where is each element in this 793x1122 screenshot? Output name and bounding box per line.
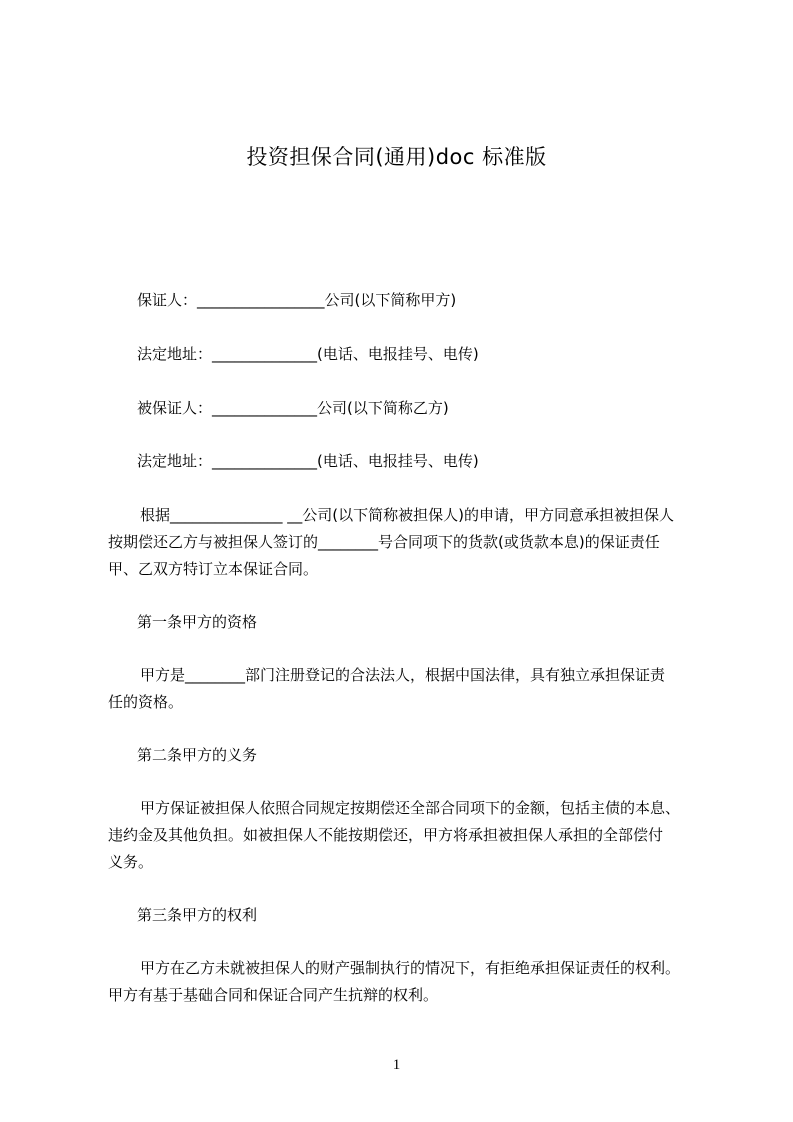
paragraph-basis-line-3: 甲、乙双方特订立本保证合同。: [108, 560, 319, 578]
guarantor-address-line: 法定地址：______________(电话、电报挂号、电传): [137, 345, 479, 363]
article-3-heading: 第三条甲方的权利: [137, 906, 258, 924]
guarantor-line: 保证人：_________________公司(以下简称甲方): [137, 291, 457, 309]
article-2-line-3: 义务。: [108, 853, 154, 871]
article-2-line-2: 违约金及其他负担。如被担保人不能按期偿还，甲方将承担被担保人承担的全部偿付: [108, 826, 664, 844]
article-2-line-1: 甲方保证被担保人依照合同规定按期偿还全部合同项下的金额，包括主债的本息、: [140, 799, 681, 817]
article-1-line-2: 任的资格。: [108, 693, 184, 711]
article-1-heading: 第一条甲方的资格: [137, 613, 258, 631]
page-number: 1: [392, 1057, 401, 1073]
article-1-line-1: 甲方是________部门注册登记的合法法人，根据中国法律，具有独立承担保证责: [140, 666, 666, 684]
paragraph-basis-line-2: 按期偿还乙方与被担保人签订的________号合同项下的货款(或货款本息)的保证责任: [108, 533, 660, 551]
document-title: 投资担保合同(通用)doc 标准版: [246, 145, 547, 169]
paragraph-basis-line-1: 根据_______________ __公司(以下简称被担保人)的申请，甲方同意承担被担保人: [140, 506, 674, 524]
article-3-line-1: 甲方在乙方未就被担保人的财产强制执行的情况下，有拒绝承担保证责任的权利。: [140, 959, 681, 977]
guaranteed-party-line: 被保证人：______________公司(以下简称乙方): [137, 399, 449, 417]
guaranteed-party-address-line: 法定地址：______________(电话、电报挂号、电传): [137, 452, 479, 470]
article-3-line-2: 甲方有基于基础合同和保证合同产生抗辩的权利。: [108, 986, 439, 1004]
article-2-heading: 第二条甲方的义务: [137, 746, 258, 764]
